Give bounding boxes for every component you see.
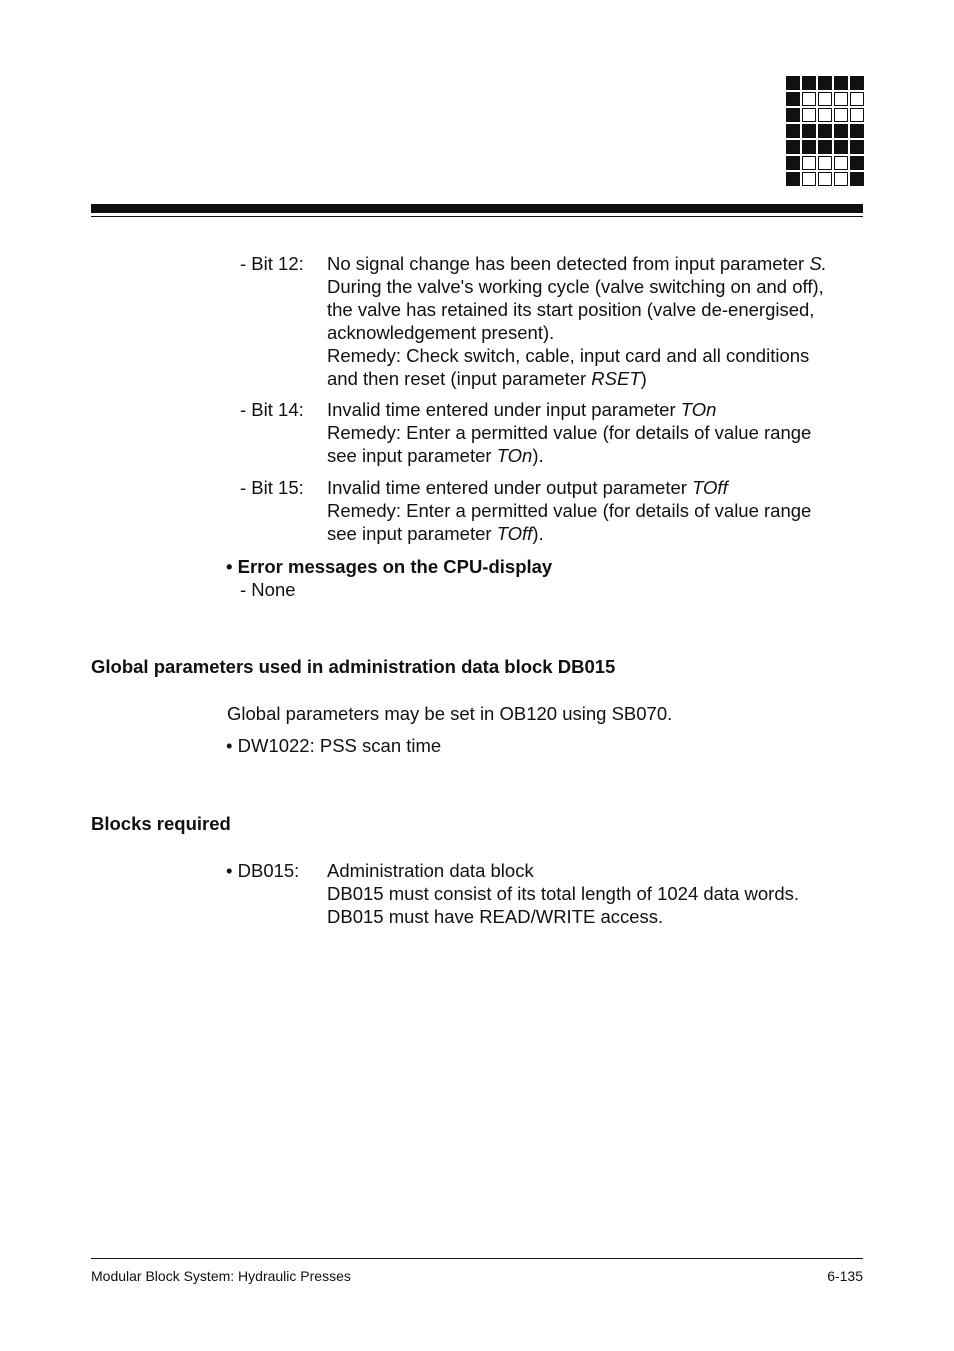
- bit-description-line: No signal change has been detected from input parameter S.: [327, 253, 827, 274]
- bit-label: - Bit 15:: [240, 477, 304, 498]
- bit-description-line: Remedy: Check switch, cable, input card and all conditions: [327, 345, 810, 366]
- bit-label: - Bit 14:: [240, 399, 304, 420]
- bit-description-line: Remedy: Enter a permitted value (for details of value range: [327, 422, 812, 443]
- header-logo: [786, 76, 864, 185]
- bit-label: - Bit 12:: [240, 253, 304, 274]
- bit-description-line: Invalid time entered under input parameter TOn: [327, 399, 717, 420]
- blocks-required-line: DB015 must have READ/WRITE access.: [327, 906, 664, 927]
- blocks-required-heading: Blocks required: [91, 813, 231, 834]
- bit-description-line: Remedy: Enter a permitted value (for details of value range: [327, 500, 812, 521]
- cpu-display-heading: • Error messages on the CPU-display: [226, 556, 553, 577]
- bit-description-line: and then reset (input parameter RSET): [327, 368, 647, 389]
- bit-description-line: During the valve's working cycle (valve switching on and off),: [327, 276, 824, 297]
- bit-description-line: see input parameter TOff).: [327, 523, 544, 544]
- blocks-required-line: DB015 must consist of its total length of 1024 data words.: [327, 883, 800, 904]
- blocks-required-label: • DB015:: [226, 860, 300, 881]
- footer-title: Modular Block System: Hydraulic Presses: [91, 1268, 351, 1284]
- bit-description-line: the valve has retained its start position (valve de-energised,: [327, 299, 815, 320]
- header-rule-thin: [91, 216, 863, 217]
- global-params-item: • DW1022: PSS scan time: [226, 735, 442, 756]
- global-params-heading: Global parameters used in administration data block DB015: [91, 656, 616, 677]
- blocks-required-line: Administration data block: [327, 860, 534, 881]
- header-rule: [91, 204, 863, 213]
- cpu-display-item: - None: [240, 579, 296, 600]
- bit-description-line: Invalid time entered under output parameter TOff: [327, 477, 728, 498]
- bit-description-line: see input parameter TOn).: [327, 445, 544, 466]
- global-params-intro: Global parameters may be set in OB120 using SB070.: [227, 703, 673, 724]
- footer-rule: [91, 1258, 863, 1259]
- bit-description-line: acknowledgement present).: [327, 322, 555, 343]
- page-number: 6-135: [827, 1268, 863, 1284]
